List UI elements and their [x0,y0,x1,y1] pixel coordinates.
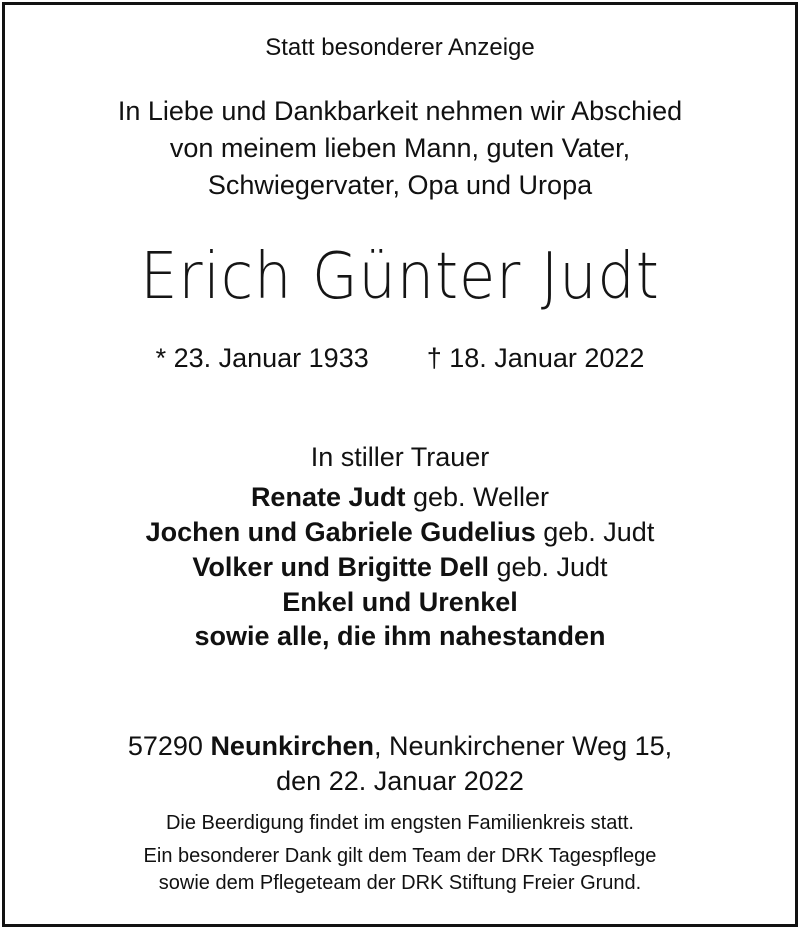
deceased-name: Erich Günter Judt [140,240,660,314]
address-line [0,731,800,762]
death-date: † 18. Januar 2022 [426,343,645,373]
intro-line-2: von meinem lieben Mann, guten Vater, [169,133,631,163]
mourning-text: In stiller Trauer [310,442,490,472]
family-line [0,587,800,618]
intro-line-1: In Liebe und Dankbarkeit nehmen wir Abschied [117,96,683,126]
header-text: Statt besonderer Anzeige [265,34,535,61]
address-date: den 22. Januar 2022 [276,766,524,796]
address-zip: 57290 [127,731,211,761]
family-name: Volker und Brigitte Dell [192,552,489,582]
note-line-1: Die Beerdigung findet im engsten Familienkreis statt. [165,812,634,834]
family-line [0,517,800,548]
address-street: , Neunkirchener Weg 15, [373,731,673,761]
family-name: Jochen und Gabriele Gudelius [145,517,536,547]
birth-date: * 23. Januar 1933 [155,343,369,373]
note-line-2: Ein besonderer Dank gilt dem Team der DRK Tagespflege [143,845,657,867]
life-dates [0,343,800,374]
family-note: geb. Judt [535,517,655,547]
address-city: Neunkirchen [210,731,374,761]
family-note: geb. Weller [405,482,550,512]
note-line-3: sowie dem Pflegeteam der DRK Stiftung Freier Grund. [158,872,642,894]
family-name: sowie alle, die ihm nahestanden [194,621,606,651]
family-line [0,621,800,652]
family-name: Renate Judt [250,482,406,512]
family-line [0,482,800,513]
family-name: Enkel und Urenkel [282,587,518,617]
family-line [0,552,800,583]
family-note: geb. Judt [488,552,608,582]
intro-line-3: Schwiegervater, Opa und Uropa [207,170,593,200]
